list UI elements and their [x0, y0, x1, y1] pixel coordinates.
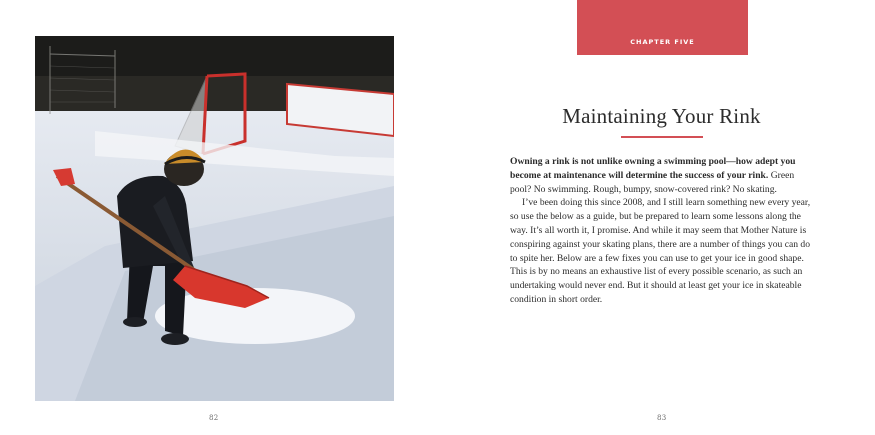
chapter-tab [577, 0, 748, 55]
title-divider [621, 136, 703, 138]
page-number-right: 83 [657, 414, 667, 422]
body-text [510, 155, 813, 307]
second-paragraph: I’ve been doing this since 2008, and I still learn something new every year, so use the below as a guide, but be prepared to learn some lessons along the way. It’s all worth it, I promise. And while it may seem that Mother Nature is conspiring against your skating plans, there are a number of things you can do to spite her. Below are a few fixes you can use to get your ice in good shape. This is by no means an exhaustive list of every possible scenario, as such an undertaking would never end. But it should at least get your ice in skateable condition in short order. [510, 197, 811, 305]
chapter-label: CHAPTER FIVE [630, 37, 695, 46]
rink-photo [35, 36, 394, 401]
child-shoveling-snow-image [35, 36, 394, 401]
page-title: Maintaining Your Rink [562, 104, 761, 128]
page-number-left: 82 [209, 414, 219, 422]
intro-paragraph [510, 155, 813, 196]
intro-rest: Green pool? No swimming. Rough, bumpy, snow-covered rink? No skating. [510, 169, 795, 195]
intro-lead-bold: Owning a rink is not unlike owning a swimming pool—how adept you become at maintenance will determine the success of your rink. [510, 156, 796, 181]
